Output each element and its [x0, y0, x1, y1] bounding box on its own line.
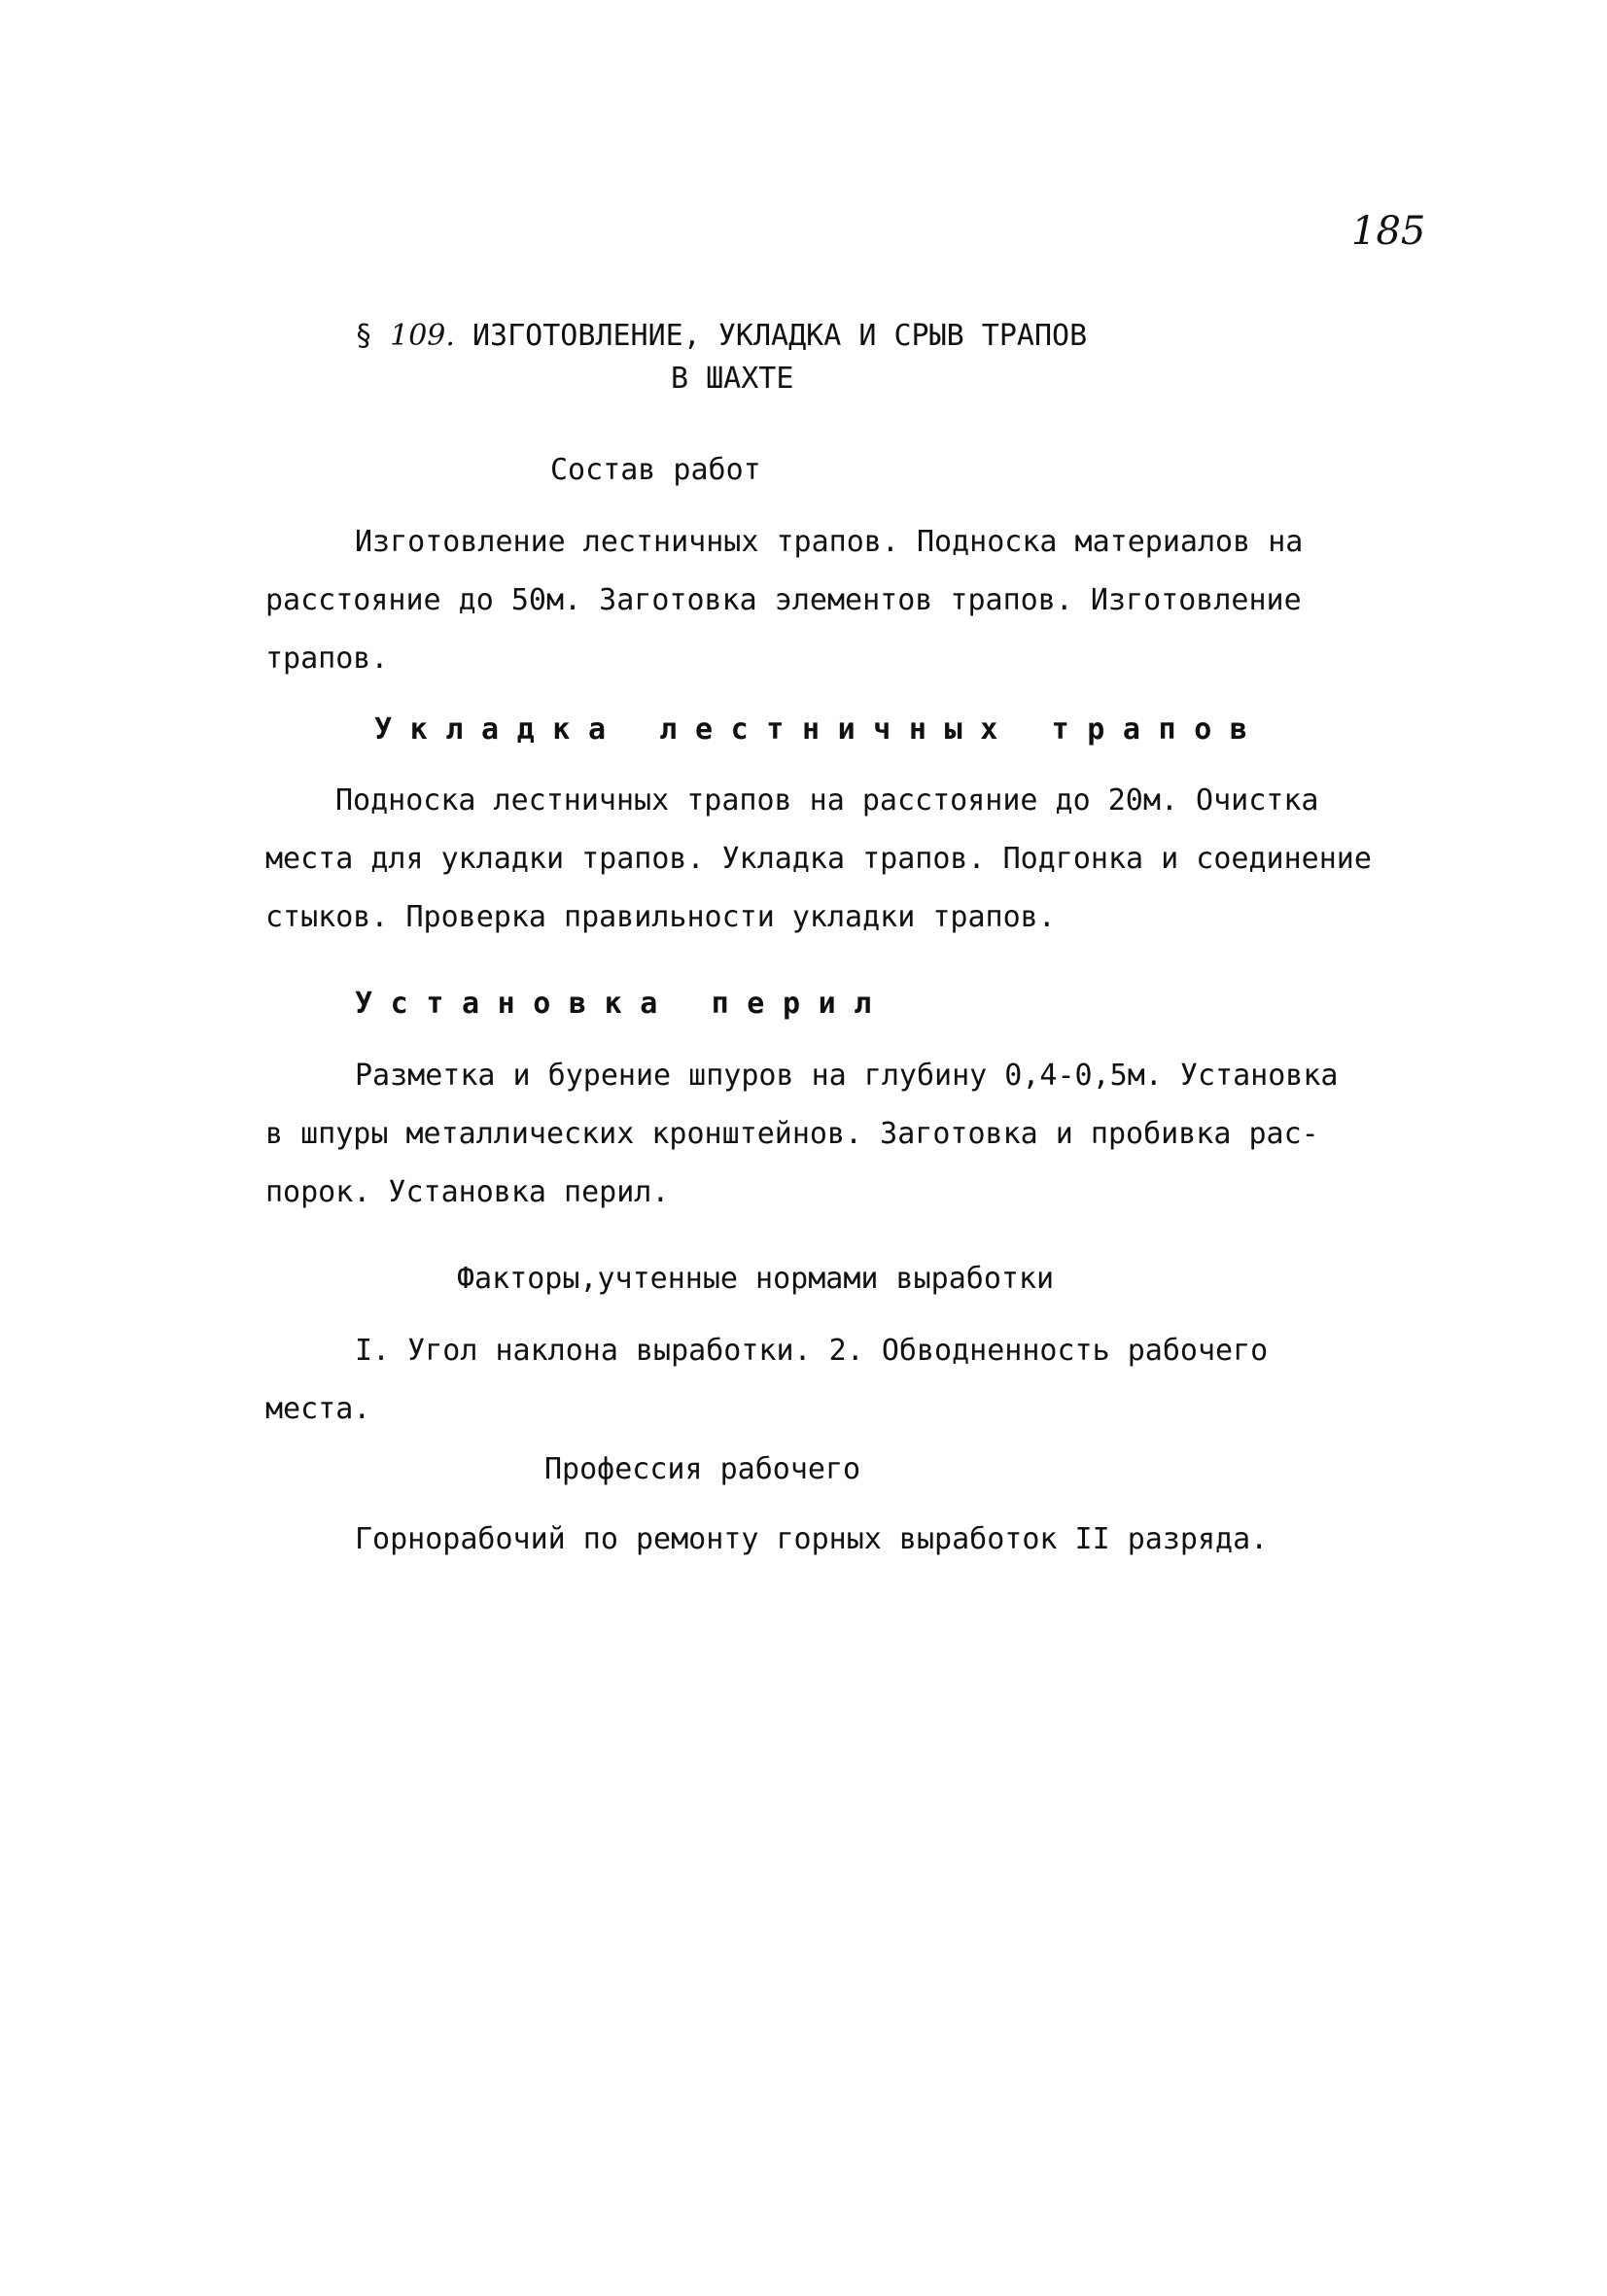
ladder-laying-heading: Укладка лестничных трапов	[374, 713, 1266, 747]
factors-line-2: места.	[265, 1392, 371, 1426]
railing-installation-line-1: Разметка и бурение шпуров на глубину 0,4-0,5м. Установка	[355, 1059, 1339, 1093]
ladder-laying-line-1: Подноска лестничных трапов на расстояние до 20м. Очистка	[335, 783, 1319, 818]
section-mark: §	[355, 319, 373, 353]
railing-installation-line-3: порок. Установка перил.	[265, 1175, 670, 1209]
work-composition-line-2: расстояние до 50м. Заготовка элементов трапов. Изготовление	[265, 583, 1302, 617]
ladder-laying-line-2: места для укладки трапов. Укладка трапов. Подгонка и соединение	[265, 842, 1372, 876]
page-number: 185	[1351, 209, 1426, 254]
work-composition-line-1: Изготовление лестничных трапов. Подноска материалов на	[355, 525, 1304, 559]
ladder-laying-line-3: стыков. Проверка правильности укладки трапов.	[265, 900, 1056, 934]
railing-installation-heading: Установка перил	[355, 987, 890, 1021]
railing-installation-line-2: в шпуры металлических кронштейнов. Заготовка и пробивка рас-	[265, 1117, 1319, 1151]
profession-heading: Профессия рабочего	[544, 1452, 861, 1486]
factors-line-1: I. Угол наклона выработки. 2. Обводненность рабочего	[355, 1334, 1269, 1368]
work-composition-heading: Состав работ	[550, 453, 761, 487]
section-title	[355, 319, 1087, 354]
work-composition-line-3: трапов.	[265, 642, 389, 676]
section-title-line1: ИЗГОТОВЛЕНИЕ, УКЛАДКА И СРЫВ ТРАПОВ	[472, 319, 1088, 353]
section-title-line2: В ШАХТЕ	[671, 362, 794, 396]
factors-heading: Факторы,учтенные нормами выработки	[457, 1262, 1055, 1296]
profession-line: Горнорабочий по ремонту горных выработок II разряда.	[355, 1522, 1269, 1556]
section-number: 109.	[390, 319, 455, 353]
